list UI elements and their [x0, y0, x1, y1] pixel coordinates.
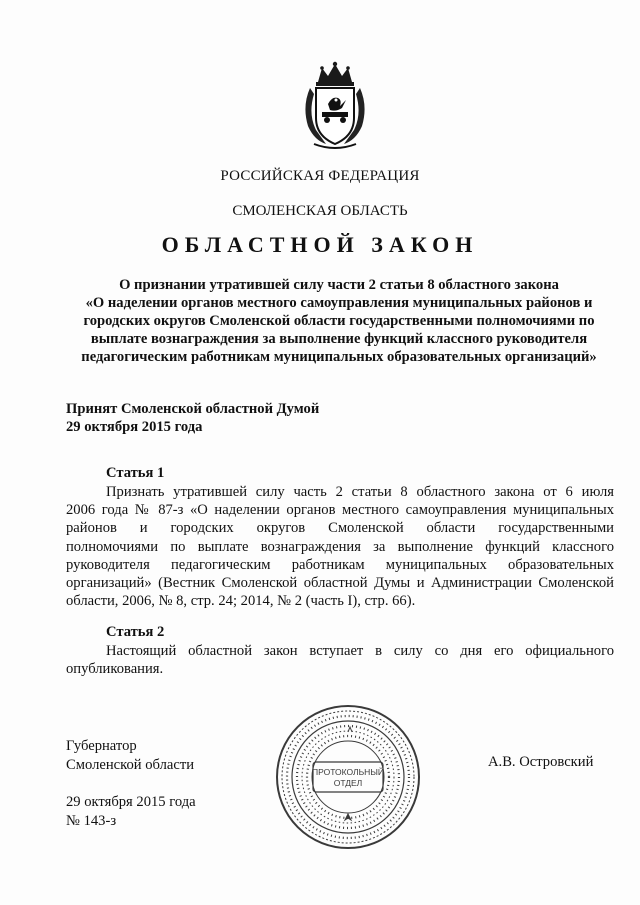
law-name-line: городских округов Смоленской области государственными полномочиями по	[83, 313, 595, 329]
stamp-center-line-2: ОТДЕЛ	[333, 778, 363, 788]
law-name	[66, 276, 612, 366]
signatory-position: Губернатор	[66, 738, 137, 754]
law-name-line: О признании утратившей силу части 2 статьи 8 областного закона	[119, 277, 559, 293]
signatory-title	[66, 737, 194, 775]
region-heading: СМОЛЕНСКАЯ ОБЛАСТЬ	[232, 203, 408, 219]
article-1-line: 2006 года № 87-з «О наделении органов местного самоуправления муниципальных	[66, 502, 614, 519]
signatory-name: А.В. Островский	[488, 754, 594, 770]
country-heading: РОССИЙСКАЯ ФЕДЕРАЦИЯ	[220, 168, 420, 184]
official-stamp-icon	[273, 702, 423, 852]
article-1-text	[66, 483, 614, 610]
document-type-title: ОБЛАСТНОЙ ЗАКОН	[161, 232, 479, 257]
article-1-line: районов и городских округов Смоленской области государственными	[66, 520, 614, 537]
article-1-line: организаций» (Вестник Смоленской областной Думы и Администрации Смоленской	[66, 575, 614, 592]
law-date: 29 октября 2015 года	[66, 794, 196, 810]
adoption-body: Принят Смоленской областной Думой	[66, 401, 320, 417]
coat-of-arms-icon	[296, 60, 374, 150]
adoption-note	[66, 400, 319, 436]
article-2-heading: Статья 2	[106, 624, 165, 640]
law-date-number	[66, 793, 196, 831]
article-2-text	[66, 642, 614, 678]
law-name-line: «О наделении органов местного самоуправления муниципальных районов и	[85, 295, 593, 311]
article-1-line: Признать утратившей силу часть 2 статьи 8 областного закона от 6 июля	[106, 484, 614, 500]
law-name-line: выплате вознаграждения за выполнение функций классного руководителя	[90, 331, 588, 347]
article-2-line: Настоящий областной закон вступает в силу со дня его официального	[106, 643, 614, 659]
adoption-date: 29 октября 2015 года	[66, 419, 203, 435]
article-1-heading: Статья 1	[106, 465, 165, 481]
article-1-line: руководителя педагогическим работникам муниципальных образовательных	[66, 556, 614, 573]
law-name-line: педагогическим работникам муниципальных образовательных организаций»	[81, 349, 597, 365]
stamp-center-line-1: ПРОТОКОЛЬНЫЙ	[312, 767, 384, 777]
article-1-line: области, 2006, № 8, стр. 24; 2014, № 2 (часть I), стр. 66).	[66, 593, 416, 610]
signatory-region: Смоленской области	[66, 757, 195, 773]
article-1-line: полномочиями по выплате вознаграждения за выполнение функций классного	[66, 538, 614, 555]
law-number: № 143-з	[66, 813, 117, 829]
article-2-line: опубликования.	[66, 661, 164, 678]
